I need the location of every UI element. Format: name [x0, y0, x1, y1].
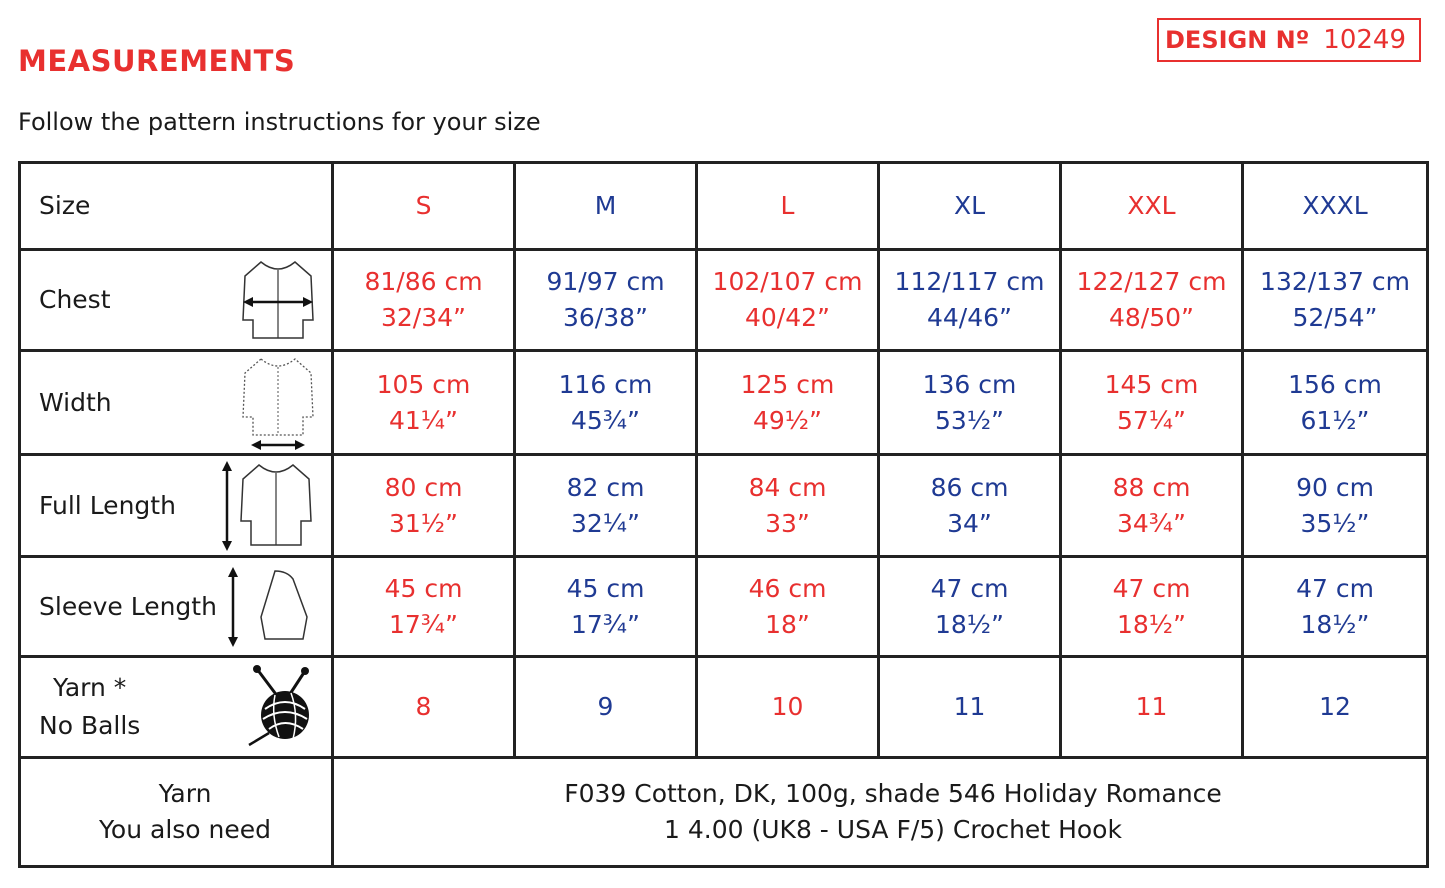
size-header-l: L: [697, 163, 879, 250]
materials-hook: 1 4.00 (UK8 - USA F/5) Crochet Hook: [664, 815, 1122, 844]
width-cell-m: 116 cm 45¾”: [515, 351, 697, 455]
size-label: Size: [39, 191, 91, 220]
chest-label: Chest: [39, 285, 111, 314]
sleeve-length-cell-xxl: 47 cm 18½”: [1061, 557, 1243, 657]
yarn-balls-cell-m: 9: [515, 657, 697, 758]
width-label: Width: [39, 387, 112, 417]
sleeve-length-label: Sleeve Length: [39, 591, 217, 621]
materials-yarn: F039 Cotton, DK, 100g, shade 546 Holiday Romance: [564, 779, 1222, 808]
sleeve-length-cell-l: 46 cm 18”: [697, 557, 879, 657]
yarn-balls-cell-xxl: 11: [1061, 657, 1243, 758]
width-cell-l: 125 cm 49½”: [697, 351, 879, 455]
sleeve-length-cell-m: 45 cm 17¾”: [515, 557, 697, 657]
design-label: DESIGN Nº: [1165, 26, 1310, 54]
yarn-balls-label: Yarn * No Balls: [39, 673, 141, 740]
chest-cell-l: 102/107 cm 40/42”: [697, 250, 879, 351]
materials-label-yarn: Yarn: [158, 779, 212, 808]
width-cell-xxl: 145 cm 57¼”: [1061, 351, 1243, 455]
chest-label-cell: [20, 250, 333, 351]
chest-row: [20, 250, 1428, 351]
size-header-xxxl: XXXL: [1243, 163, 1428, 250]
measurements-table: [18, 161, 1429, 868]
full-length-label-cell: [20, 455, 333, 557]
yarn-balls-cell-l: 10: [697, 657, 879, 758]
size-label-cell: [20, 163, 333, 250]
design-number: 10249: [1323, 25, 1407, 55]
full-length-cell-l: 84 cm 33”: [697, 455, 879, 557]
width-cell-s: 105 cm 41¼”: [333, 351, 515, 455]
full-length-cell-m: 82 cm 32¼”: [515, 455, 697, 557]
chest-cell-xxl: 122/127 cm 48/50”: [1061, 250, 1243, 351]
design-number-box: [1157, 18, 1421, 62]
yarn-ball-needles-icon: [245, 665, 319, 749]
yarn-balls-cell-s: 8: [333, 657, 515, 758]
size-row: [20, 163, 1428, 250]
chest-cell-m: 91/97 cm 36/38”: [515, 250, 697, 351]
materials-row: [20, 758, 1428, 867]
sleeve-length-row: [20, 557, 1428, 657]
full-length-cell-s: 80 cm 31½”: [333, 455, 515, 557]
width-cell-xl: 136 cm 53½”: [879, 351, 1061, 455]
chest-garment-icon: [237, 258, 319, 342]
size-header-xxl: XXL: [1061, 163, 1243, 250]
sleeve-length-label-cell: [20, 557, 333, 657]
size-header-xl: XL: [879, 163, 1061, 250]
full-length-cell-xl: 86 cm 34”: [879, 455, 1061, 557]
materials-label-need: You also need: [98, 815, 272, 844]
width-garment-icon: [237, 355, 319, 451]
yarn-balls-cell-xl: 11: [879, 657, 1061, 758]
width-row: [20, 351, 1428, 455]
yarn-balls-cell-xxxl: 12: [1243, 657, 1428, 758]
materials-label-cell: [20, 758, 333, 867]
size-header-m: M: [515, 163, 697, 250]
full-length-label: Full Length: [39, 490, 176, 520]
width-cell-xxxl: 156 cm 61½”: [1243, 351, 1428, 455]
materials-detail-cell: [333, 758, 1428, 867]
full-length-cell-xxl: 88 cm 34¾”: [1061, 455, 1243, 557]
length-garment-icon: [215, 459, 319, 553]
full-length-cell-xxxl: 90 cm 35½”: [1243, 455, 1428, 557]
width-label-cell: [20, 351, 333, 455]
sleeve-length-cell-xxxl: 47 cm 18½”: [1243, 557, 1428, 657]
size-header-s: S: [333, 163, 515, 250]
sleeve-length-cell-s: 45 cm 17¾”: [333, 557, 515, 657]
chest-cell-xxxl: 132/137 cm 52/54”: [1243, 250, 1428, 351]
page-title: MEASUREMENTS: [18, 44, 296, 78]
full-length-row: [20, 455, 1428, 557]
sleeve-length-cell-xl: 47 cm 18½”: [879, 557, 1061, 657]
chest-cell-xl: 112/117 cm 44/46”: [879, 250, 1061, 351]
sleeve-icon: [223, 565, 319, 649]
chest-cell-s: 81/86 cm 32/34”: [333, 250, 515, 351]
subtitle: Follow the pattern instructions for your size: [18, 108, 541, 136]
yarn-balls-row: [20, 657, 1428, 758]
yarn-balls-label-cell: [20, 657, 333, 758]
